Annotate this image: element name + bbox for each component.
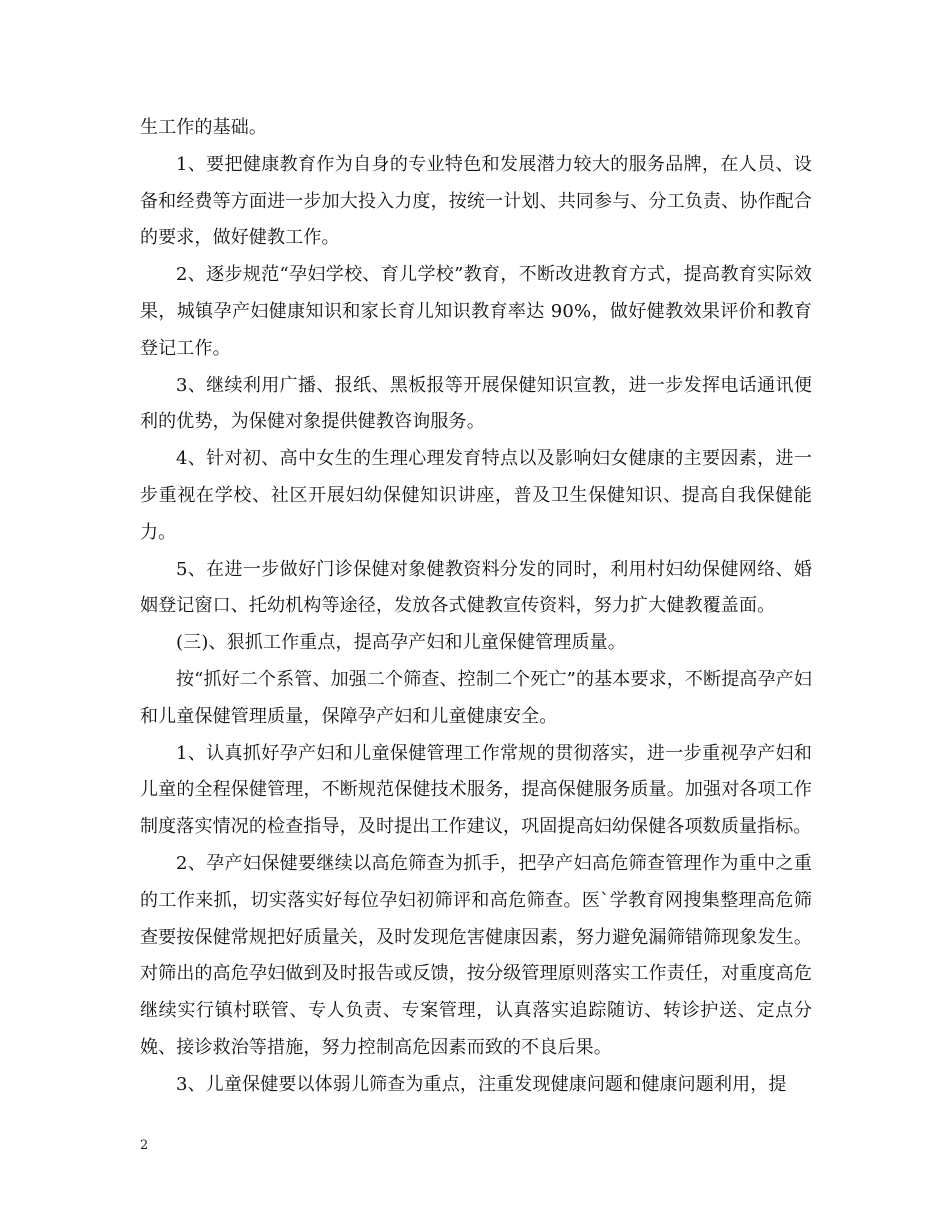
paragraph: 按“抓好二个系管、加强二个筛查、控制二个死亡”的基本要求，不断提高孕产妇和儿童保健管理质量，保障孕产妇和儿童健康安全。 <box>140 668 812 727</box>
paragraph: 3、继续利用广播、报纸、黑板报等开展保健知识宣教，进一步发挥电话通讯便利的优势，为保健对象提供健教咨询服务。 <box>140 374 812 433</box>
paragraph: 5、在进一步做好门诊保健对象健教资料分发的同时，利用村妇幼保健网络、婚姻登记窗口、托幼机构等途径，发放各式健教宣传资料，努力扩大健教覆盖面。 <box>140 558 812 617</box>
paragraph: 2、孕产妇保健要继续以高危筛查为抓手，把孕产妇高危筛查管理作为重中之重的工作来抓，切实落实好每位孕妇初筛评和高危筛查。医`学教育网搜集整理高危筛查要按保健常规把好质量关，及时发现危害健康因素，努力避免漏筛错筛现象发生。对筛出的高危孕妇做到及时报告或反馈，按分级管理原则落实工作责任，对重度高危继续实行镇村联管、专人负责、专案管理，认真落实追踪随访、转诊护送、定点分娩、接诊救治等措施，努力控制高危因素而致的不良后果。 <box>140 852 812 1058</box>
paragraph: 4、针对初、高中女生的生理心理发育特点以及影响妇女健康的主要因素，进一步重视在学校、社区开展妇幼保健知识讲座，普及卫生保健知识、提高自我保健能力。 <box>140 448 812 543</box>
paragraph: 1、要把健康教育作为自身的专业特色和发展潜力较大的服务品牌，在人员、设备和经费等方面进一步加大投入力度，按统一计划、共同参与、分工负责、协作配合的要求，做好健教工作。 <box>140 153 812 249</box>
section-heading: (三)、狠抓工作重点，提高孕产妇和儿童保健管理质量。 <box>176 632 626 654</box>
document-body <box>140 110 812 1104</box>
paragraph: 3、儿童保健要以体弱儿筛查为重点，注重发现健康问题和健康问题利用，提 <box>176 1073 787 1095</box>
paragraph: 1、认真抓好孕产妇和儿童保健管理工作常规的贯彻落实，进一步重视孕产妇和儿童的全程保健管理，不断规范保健技术服务，提高保健服务质量。加强对各项工作制度落实情况的检查指导，及时提出工作建议，巩固提高妇幼保健各项数质量指标。 <box>140 742 812 838</box>
page-number: 2 <box>140 1138 149 1153</box>
paragraph: 2、逐步规范“孕妇学校、育儿学校”教育，不断改进教育方式，提高教育实际效果，城镇孕产妇健康知识和家长育儿知识教育率达 90%，做好健教效果评价和教育登记工作。 <box>140 264 812 359</box>
paragraph: 生工作的基础。 <box>140 117 268 138</box>
